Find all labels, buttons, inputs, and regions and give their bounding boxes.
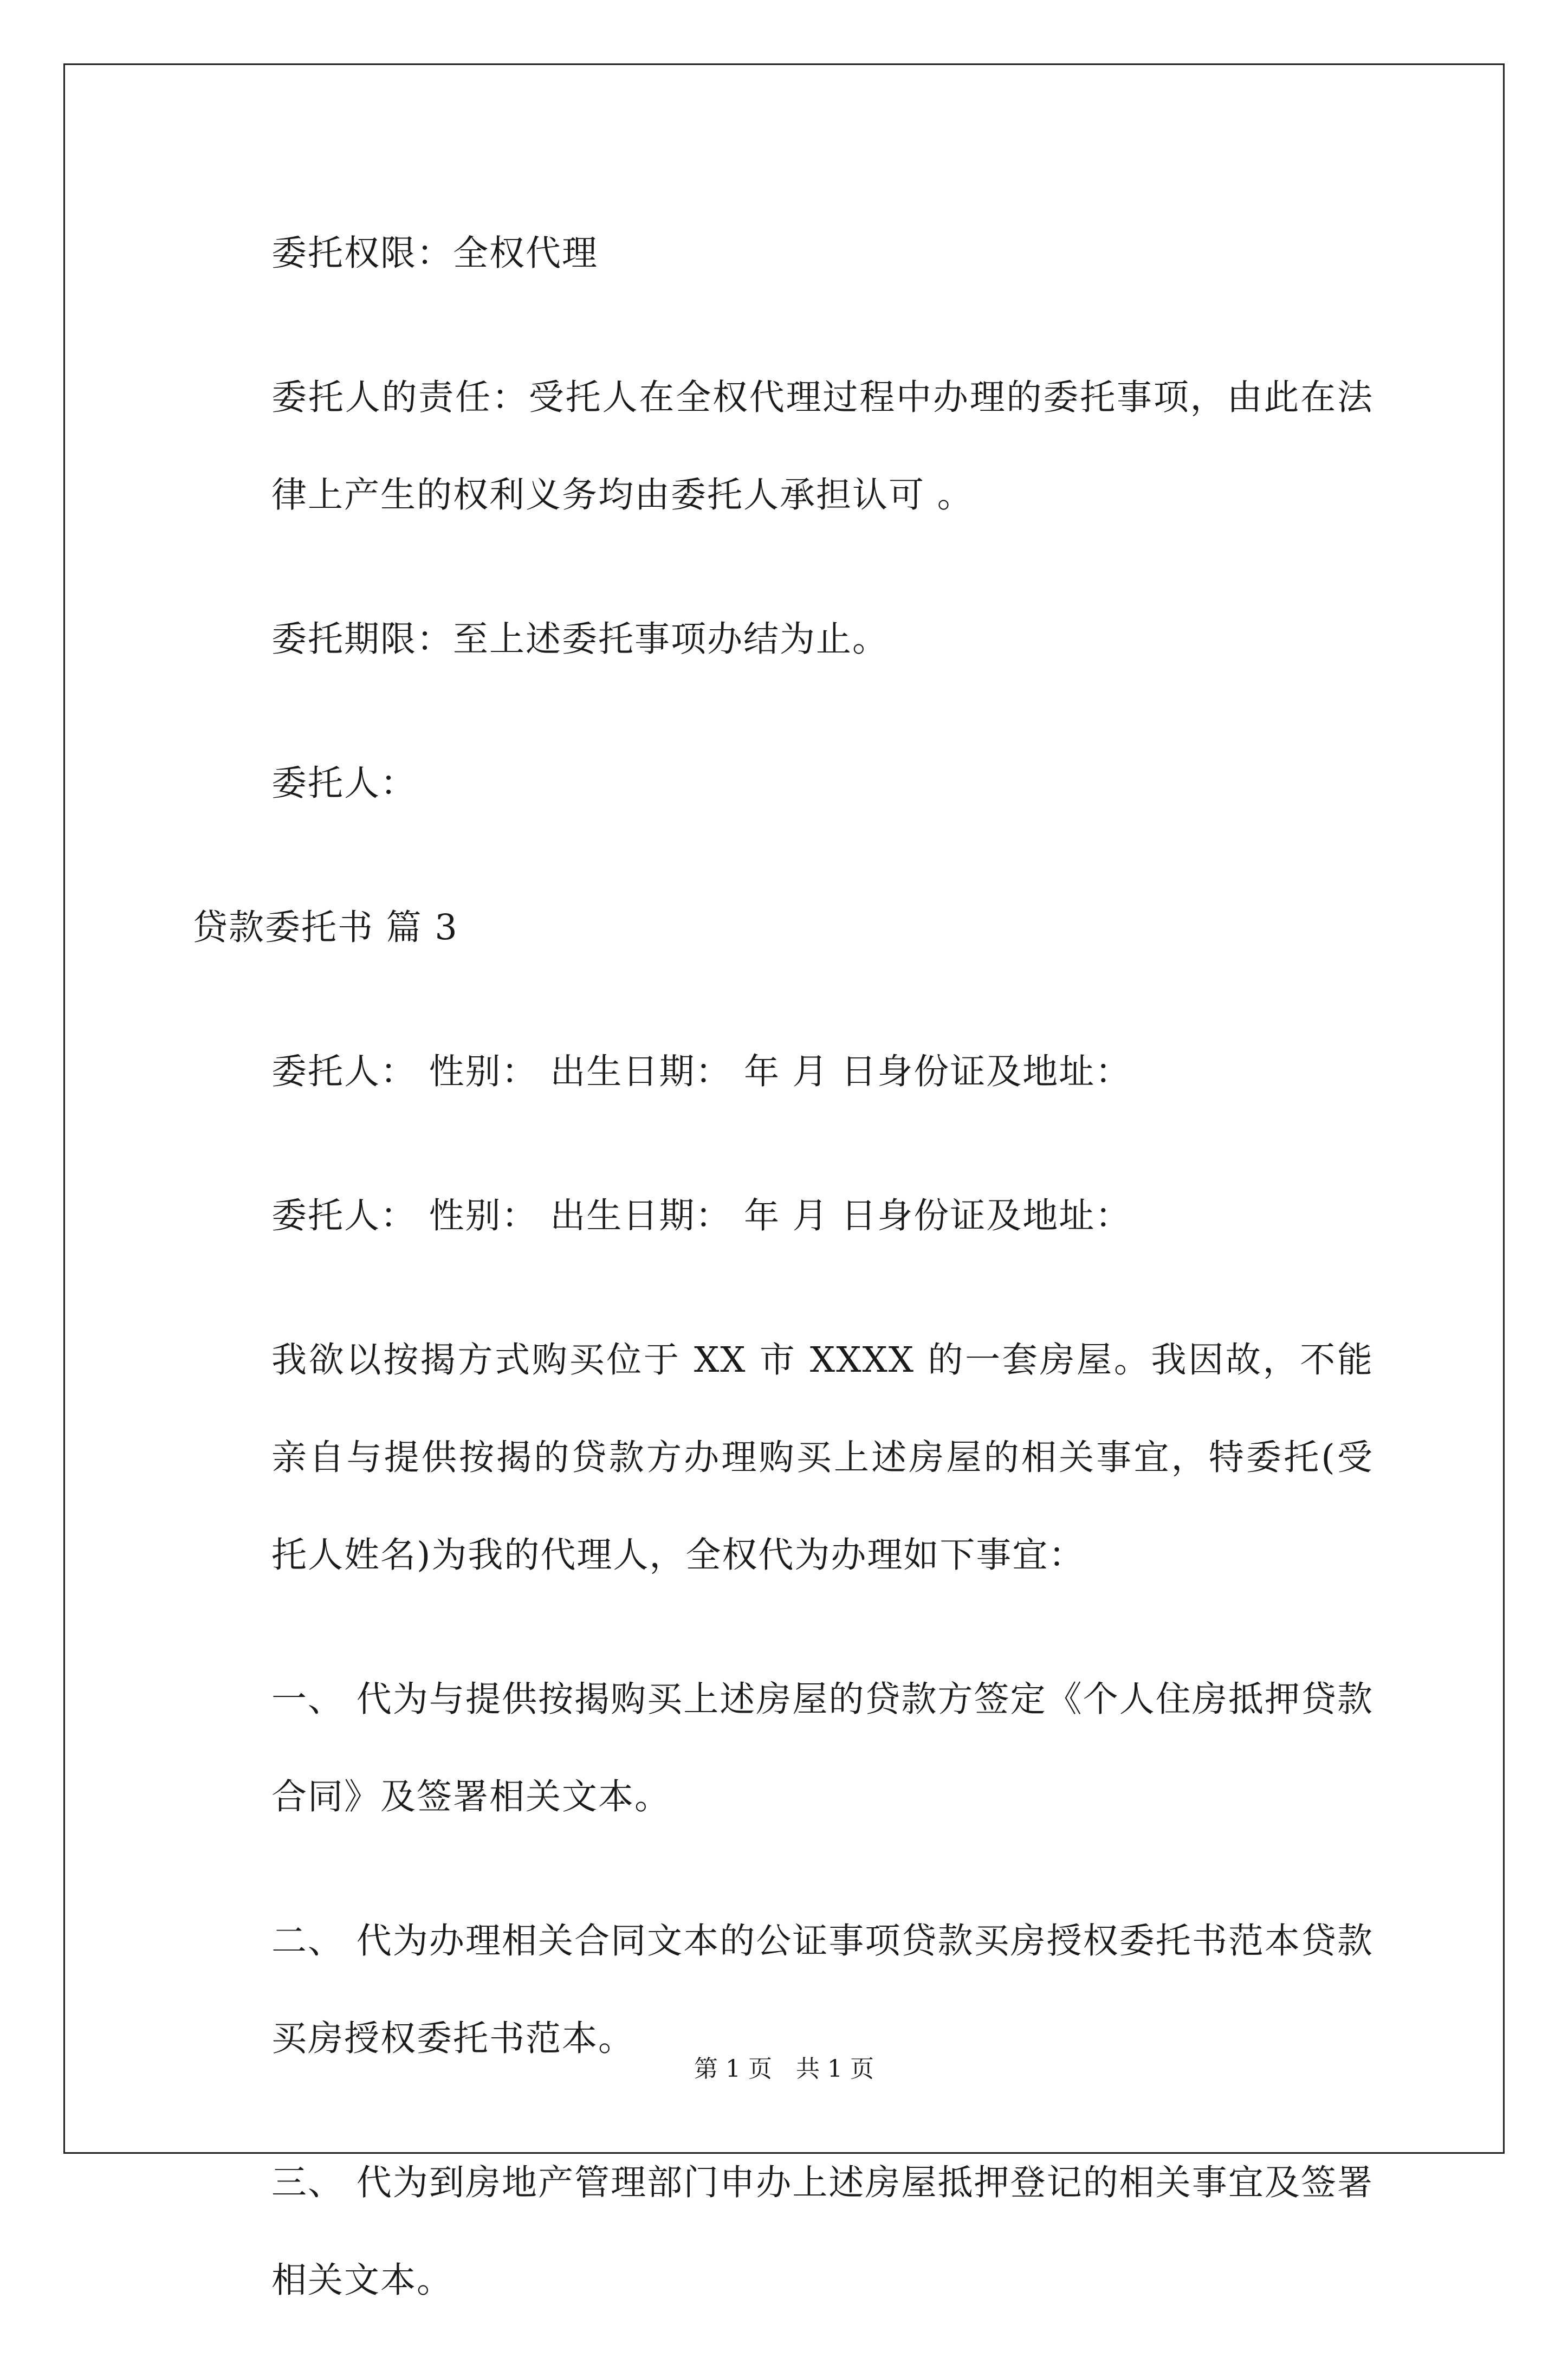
document-body (192, 205, 1373, 2376)
paragraph-principal: 委托人： (271, 763, 417, 804)
paragraph-item-1: 一、 代为与提供按揭购买上述房屋的贷款方签定《个人住房抵押贷款合同》及签署相关文本。 (271, 1679, 1373, 1817)
paragraph-item-2: 二、 代为办理相关合同文本的公证事项贷款买房授权委托书范本贷款买房授权委托书范本。 (271, 1921, 1373, 2059)
paragraph-term: 委托期限：至上述委托事项办结为止。 (271, 619, 889, 660)
paragraph-principal-info-1: 委托人： 性别： 出生日期： 年 月 日身份证及地址： (271, 1051, 1132, 1092)
page-footer: 第 1 页 共 1 页 (694, 2055, 874, 2083)
paragraph-principal-info-2: 委托人： 性别： 出生日期： 年 月 日身份证及地址： (271, 1196, 1132, 1236)
section-heading: 贷款委托书 篇 3 (192, 907, 458, 948)
paragraph-purchase: 我欲以按揭方式购买位于 XX 市 XXXX 的一套房屋。我因故，不能亲自与提供按揭的贷款方办理购买上述房屋的相关事宜，特委托(受托人姓名)为我的代理人，全权代为办理如下事宜： (271, 1340, 1373, 1576)
paragraph-authority: 委托权限：全权代理 (271, 233, 599, 274)
paragraph-responsibility: 委托人的责任：受托人在全权代理过程中办理的委托事项，由此在法律上产生的权利义务均由委托人承担认可 。 (271, 377, 1373, 515)
paragraph-item-3: 三、 代为到房地产管理部门申办上述房屋抵押登记的相关事宜及签署相关文本。 (271, 2162, 1373, 2301)
